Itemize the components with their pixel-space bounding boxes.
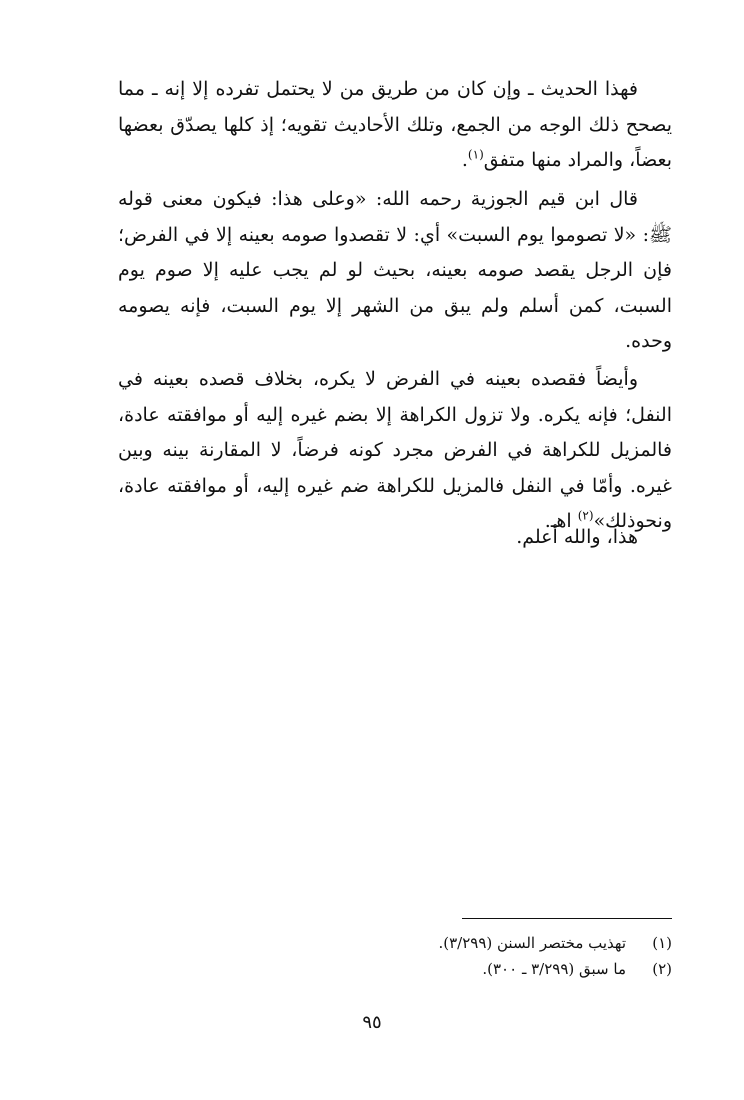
paragraph-1-body: فهذا الحديث ـ وإن كان من طريق من لا يحتمل تفرده إلا إنه ـ مما يصحح ذلك الوجه من الجمع، وتلك الأحاديث تقويه؛ إذ كلها يصدّق بعضها بعضاً، والمراد منها متفق	[118, 78, 672, 171]
footnote-1-number: (١)	[652, 934, 672, 952]
paragraph-3-body: وأيضاً فقصده بعينه في الفرض لا يكره، بخلاف قصده بعينه في النفل؛ فإنه يكره. ولا تزول الكراهة إلا بضم غيره إليه أو موافقته عادة، فالمزيل للكراهة في الفرض مجرد كونه فرضاً، لا المقارنة بينه وبين غيره. وأمّا في النفل فالمزيل للكراهة ضم غيره إليه، أو موافقته عادة، ونحوذلك»	[118, 368, 672, 532]
footnote-1	[118, 930, 672, 956]
page-number: ٩٥	[362, 1012, 382, 1033]
footnote-divider	[462, 918, 672, 919]
footnote-2-text: ما سبق (٣/٢٩٩ ـ ٣٠٠).	[482, 960, 626, 978]
closing-text: هذا، والله أعلم.	[516, 526, 638, 548]
closing-line	[118, 520, 672, 556]
footnote-2	[118, 956, 672, 982]
footnote-ref-2[interactable]: (٢)	[577, 508, 594, 523]
footnote-2-number: (٢)	[652, 960, 672, 978]
footnotes	[118, 930, 672, 982]
paragraph-2-text: قال ابن قيم الجوزية رحمه الله: «وعلى هذا: فيكون معنى قوله ﷺ: «لا تصوموا يوم السبت» أي: لا تقصدوا صومه بعينه إلا في الفرض؛ فإن الرجل يقصد صومه بعينه، بحيث لو لم يجب عليه إلا صوم يوم السبت، كمن أسلم ولم يبق من الشهر إلا يوم السبت، فإنه يصومه وحده.	[118, 188, 672, 352]
footnote-1-text: تهذيب مختصر السنن (٣/٢٩٩).	[438, 934, 626, 952]
paragraph-1	[118, 72, 672, 179]
paragraph-1-text	[118, 72, 672, 179]
paragraph-3-text	[118, 362, 672, 540]
footnote-ref-1[interactable]: (١)	[467, 147, 484, 162]
paragraph-1-end: .	[461, 149, 468, 171]
paragraph-3	[118, 362, 672, 540]
paragraph-2	[118, 182, 672, 360]
paragraph-3-end: اهـ.	[544, 510, 578, 532]
